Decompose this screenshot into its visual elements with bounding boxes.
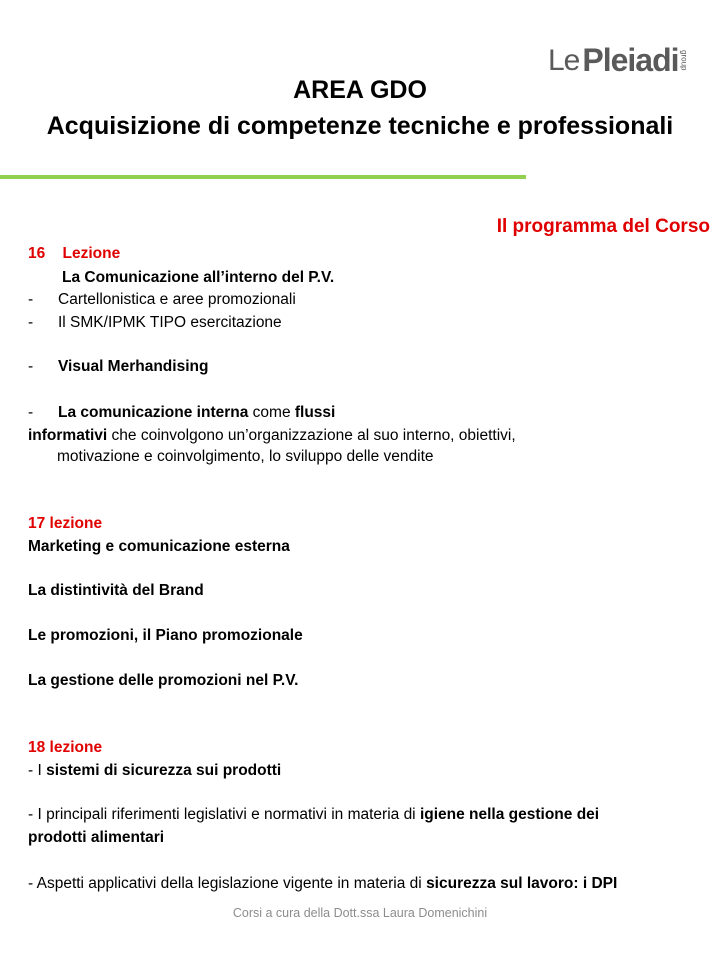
page-subtitle: Acquisizione di competenze tecniche e professionali (46, 112, 674, 140)
item-bold: La comunicazione interna (58, 404, 249, 421)
logo-le: Le (548, 44, 580, 77)
item-text: che coinvolgono un’organizzazione al suo interno, obiettivi, (107, 427, 516, 444)
lesson17-line1: Marketing e comunicazione esterna (28, 538, 290, 555)
bullet-dash: - (28, 404, 34, 421)
lesson16-item3 (28, 357, 208, 377)
page-title: AREA GDO (293, 76, 427, 104)
lesson16-heading (28, 244, 120, 264)
bullet-dash: - (28, 291, 34, 308)
lesson16-item4-line3: motivazione e coinvolgimento, lo sviluppo delle vendite (57, 448, 434, 465)
lesson18-item2-line2: prodotti alimentari (28, 829, 165, 846)
item-text: come (248, 404, 295, 421)
program-heading: Il programma del Corso (496, 216, 710, 237)
bullet-dash: - (28, 314, 34, 331)
lesson17-line3: Le promozioni, il Piano promozionale (28, 627, 303, 644)
lesson17-heading: 17 lezione (28, 515, 103, 532)
logo-group: group (679, 49, 689, 70)
lesson17-line2: La distintività del Brand (28, 582, 204, 599)
item-text: - Aspetti applicativi della legislazione vigente in materia di (28, 875, 427, 892)
lesson16-item2 (28, 313, 282, 333)
lesson16-subtitle: La Comunicazione all’interno del P.V. (62, 269, 335, 286)
item-text: - I principali riferimenti legislativi e normativi in materia di (28, 806, 420, 823)
lesson16-item4-line2 (28, 426, 516, 446)
lesson16-word: Lezione (62, 245, 121, 262)
lesson18-item3 (28, 874, 617, 894)
item-bold: igiene nella gestione dei (419, 806, 600, 823)
item-bold: informativi (28, 427, 108, 444)
item-bold: sistemi di sicurezza sui prodotti (46, 762, 282, 779)
item-text: Visual Merhandising (58, 358, 209, 375)
item-text: Cartellonistica e aree promozionali (58, 291, 296, 308)
lesson16-number: 16 (28, 245, 46, 262)
item-bold: sicurezza sul lavoro: i DPI (426, 875, 618, 892)
bullet-dash: - (28, 358, 34, 375)
item-bold: flussi (294, 404, 336, 421)
lesson18-heading: 18 lezione (28, 739, 103, 756)
footer-credit: Corsi a cura della Dott.ssa Laura Domenichini (232, 906, 488, 920)
green-divider (0, 175, 526, 179)
item-text: Il SMK/IPMK TIPO esercitazione (58, 314, 282, 331)
le-pleiadi-logo (548, 36, 688, 76)
lesson18-item1 (28, 761, 281, 781)
logo-pleiadi: Pleiadi (582, 42, 679, 78)
lesson18-item2 (28, 805, 599, 825)
item-text: - I (28, 762, 47, 779)
lesson17-line4: La gestione delle promozioni nel P.V. (28, 672, 299, 689)
lesson16-item4 (28, 403, 335, 423)
lesson16-item1 (28, 290, 296, 310)
